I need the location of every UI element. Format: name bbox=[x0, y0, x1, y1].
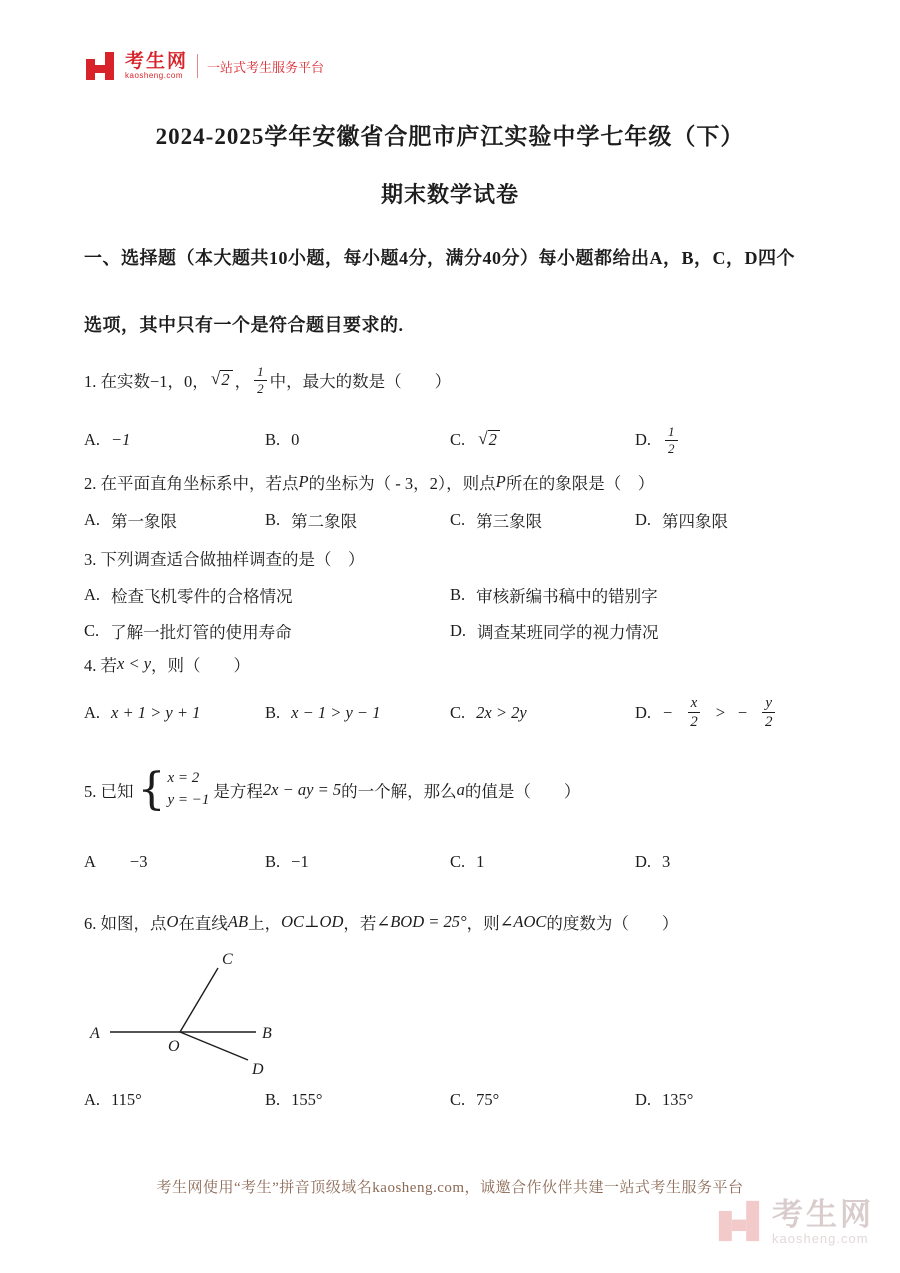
option-label: B. bbox=[265, 510, 281, 529]
option-label: B. bbox=[265, 702, 281, 722]
option-value: x − 1 > y − 1 bbox=[291, 702, 381, 722]
q2-text-3: 所在的象限是（ ） bbox=[505, 474, 655, 493]
option-a bbox=[84, 1090, 265, 1110]
option-c bbox=[450, 694, 635, 731]
option-label: A. bbox=[84, 430, 101, 450]
option-label: A. bbox=[84, 585, 101, 604]
question-6-stem bbox=[84, 910, 860, 934]
section-heading-line2: 选项，其中只有一个是符合题目要求的. bbox=[84, 315, 404, 335]
option-b bbox=[265, 694, 450, 731]
q6-angle-bod: ∠BOD = 25° bbox=[376, 912, 467, 931]
option-value: 75° bbox=[476, 1090, 500, 1109]
question-1-stem bbox=[84, 362, 860, 398]
paper-title-line1: 2024-2025学年安徽省合肥市庐江实验中学七年级（下） bbox=[155, 124, 745, 149]
negative-sign: − bbox=[736, 702, 748, 722]
var-a: a bbox=[456, 780, 465, 799]
watermark-text bbox=[772, 1198, 874, 1246]
option-value: 第二象限 bbox=[291, 512, 358, 531]
option-b bbox=[265, 508, 450, 532]
fraction bbox=[762, 694, 776, 731]
sqrt-expression bbox=[478, 430, 500, 450]
option-value: 2x > 2y bbox=[476, 702, 527, 722]
q4-text-1: 4. 若 bbox=[84, 656, 117, 675]
option-label: C. bbox=[450, 1090, 466, 1109]
q2-text-2: 的坐标为（ - 3，2），则点 bbox=[308, 474, 496, 493]
q1-text-2: ， bbox=[234, 372, 252, 391]
radicand: 2 bbox=[220, 370, 232, 390]
geometry-figure bbox=[84, 948, 284, 1083]
option-label: A. bbox=[84, 510, 101, 529]
option-d bbox=[450, 619, 860, 643]
q6-text-5: ，则 bbox=[466, 914, 500, 933]
option-label: B. bbox=[265, 852, 281, 871]
var-ab: AB bbox=[227, 912, 249, 931]
option-a bbox=[84, 694, 265, 731]
fraction bbox=[665, 424, 678, 456]
q4-text-2: ，则（ ） bbox=[151, 656, 251, 675]
option-b bbox=[265, 424, 450, 456]
figure-label-c: C bbox=[222, 951, 233, 968]
q5-text-1: 5. 已知 bbox=[84, 782, 134, 801]
figure-label-b: B bbox=[262, 1025, 272, 1042]
system-equation-1: x = 2 bbox=[167, 770, 200, 787]
option-value: 1 bbox=[476, 852, 485, 871]
fraction bbox=[687, 694, 701, 731]
question-5-options bbox=[84, 852, 860, 872]
option-label: D. bbox=[635, 430, 652, 450]
question-1-options bbox=[84, 424, 860, 456]
q6-text-1: 6. 如图，点 bbox=[84, 914, 167, 933]
fraction-denominator: 2 bbox=[764, 714, 773, 730]
question-6-options bbox=[84, 1090, 860, 1110]
option-value: 第四象限 bbox=[662, 512, 729, 531]
option-label: D. bbox=[635, 510, 652, 529]
option-a bbox=[84, 583, 450, 607]
option-b bbox=[265, 1090, 450, 1110]
fraction-denominator: 2 bbox=[690, 714, 698, 730]
option-b bbox=[450, 583, 860, 607]
logo-name: 考生网 bbox=[125, 50, 189, 72]
question-2-stem bbox=[84, 470, 860, 494]
option-label: D. bbox=[635, 702, 652, 722]
question-3-options-row2 bbox=[84, 619, 860, 643]
option-value: 调查某班同学的视力情况 bbox=[477, 623, 659, 642]
option-a bbox=[84, 424, 265, 456]
option-label: A bbox=[84, 852, 96, 871]
equation-system bbox=[137, 764, 210, 816]
ray-oc bbox=[180, 968, 218, 1032]
option-c bbox=[450, 1090, 635, 1110]
option-label: B. bbox=[265, 430, 281, 450]
option-label: D. bbox=[635, 1090, 652, 1109]
kaosheng-watermark-icon bbox=[716, 1198, 762, 1244]
watermark-domain: kaosheng.com bbox=[772, 1231, 869, 1247]
sqrt-expression bbox=[211, 370, 233, 390]
q1-text-3: 中，最大的数是（ ） bbox=[269, 372, 452, 391]
option-value: 审核新编书稿中的错别字 bbox=[476, 587, 658, 606]
option-d bbox=[635, 424, 860, 456]
fraction-numerator: 1 bbox=[254, 364, 267, 381]
kaosheng-logo-icon bbox=[84, 50, 116, 82]
fraction-denominator: 2 bbox=[668, 440, 675, 456]
footer-text: 考生网使用“考生”拼音顶级域名kaosheng.com，诚邀合作伙伴共建一站式考生服务平台 bbox=[156, 1180, 744, 1196]
q5-text-3: 的一个解，那么 bbox=[341, 782, 457, 801]
q2-text-1: 2. 在平面直角坐标系中，若点 bbox=[84, 474, 299, 493]
var-p: P bbox=[298, 472, 309, 491]
question-3-options-row1 bbox=[84, 583, 860, 607]
fraction-denominator: 2 bbox=[257, 380, 264, 396]
q6-perpendicular: OC⊥OD bbox=[281, 912, 344, 931]
option-c bbox=[450, 424, 635, 456]
fraction-numerator: x bbox=[688, 694, 701, 713]
option-value: 检查飞机零件的合格情况 bbox=[111, 587, 293, 606]
q4-inequality: x < y bbox=[117, 654, 152, 673]
q6-text-3: 上， bbox=[248, 914, 282, 933]
var-p: P bbox=[495, 472, 506, 491]
question-4-options bbox=[84, 694, 860, 731]
kaosheng-logo bbox=[84, 50, 324, 82]
q6-text-2: 在直线 bbox=[178, 914, 228, 933]
option-value: 115° bbox=[111, 1090, 142, 1109]
fraction bbox=[254, 364, 267, 396]
option-d bbox=[635, 694, 860, 731]
option-label: C. bbox=[84, 621, 100, 640]
option-label: C. bbox=[450, 702, 466, 722]
system-equation-2: y = −1 bbox=[167, 792, 210, 808]
option-d bbox=[635, 508, 860, 532]
option-d bbox=[635, 1090, 860, 1110]
logo-divider bbox=[197, 54, 198, 78]
logo-tagline: 一站式考生服务平台 bbox=[207, 59, 325, 75]
q6-text-4: ，若 bbox=[343, 914, 377, 933]
option-c bbox=[84, 619, 450, 643]
question-2-options bbox=[84, 508, 860, 532]
option-value: 第三象限 bbox=[476, 512, 543, 531]
fraction-numerator: y bbox=[762, 694, 775, 713]
question-5-stem bbox=[84, 762, 860, 818]
logo-text bbox=[125, 52, 188, 80]
option-a bbox=[84, 508, 265, 532]
figure-label-a: A bbox=[90, 1025, 100, 1042]
option-label: C. bbox=[450, 852, 466, 871]
radical-sign: √ bbox=[478, 429, 488, 449]
option-label: D. bbox=[635, 852, 652, 871]
figure-label-o: O bbox=[168, 1038, 180, 1055]
logo-domain: kaosheng.com bbox=[125, 70, 184, 80]
q5-text-2: 是方程 bbox=[213, 782, 263, 801]
option-value: 第一象限 bbox=[111, 512, 178, 531]
system-equations bbox=[168, 768, 210, 812]
option-value: 0 bbox=[291, 430, 300, 450]
greater-than-sign: > bbox=[714, 702, 726, 722]
fraction-numerator: 1 bbox=[665, 424, 678, 441]
kaosheng-watermark bbox=[716, 1198, 874, 1246]
option-c bbox=[450, 508, 635, 532]
ray-od bbox=[180, 1032, 248, 1060]
q6-text-6: 的度数为（ ） bbox=[546, 914, 679, 933]
option-label: D. bbox=[450, 621, 467, 640]
q6-angle-aoc: ∠AOC bbox=[499, 912, 547, 931]
option-label: A. bbox=[84, 1090, 101, 1109]
option-c bbox=[450, 852, 635, 872]
brace-symbol: { bbox=[137, 764, 166, 816]
option-value: x + 1 > y + 1 bbox=[111, 702, 201, 722]
option-value: −1 bbox=[111, 430, 131, 450]
option-label: A. bbox=[84, 702, 101, 722]
option-value: 155° bbox=[291, 1090, 323, 1109]
negative-sign: − bbox=[662, 702, 674, 722]
question-3-stem: 3. 下列调查适合做抽样调查的是（ ） bbox=[84, 550, 365, 569]
option-label: C. bbox=[450, 430, 466, 450]
var-o: O bbox=[166, 912, 179, 931]
question-4-stem bbox=[84, 652, 860, 676]
watermark-name: 考生网 bbox=[772, 1197, 874, 1232]
option-label: C. bbox=[450, 510, 466, 529]
option-value: 了解一批灯管的使用寿命 bbox=[110, 623, 292, 642]
option-b bbox=[265, 852, 450, 872]
option-value: −1 bbox=[291, 852, 309, 871]
option-value: 135° bbox=[662, 1090, 694, 1109]
q5-text-4: 的值是（ ） bbox=[464, 782, 581, 801]
q1-text-1: 1. 在实数−1，0， bbox=[84, 372, 209, 391]
option-d bbox=[635, 852, 860, 872]
option-label: B. bbox=[265, 1090, 281, 1109]
figure-label-d: D bbox=[252, 1061, 264, 1078]
radicand: 2 bbox=[488, 430, 500, 450]
q5-equation: 2x − ay = 5 bbox=[262, 780, 342, 799]
option-a bbox=[84, 852, 265, 872]
option-label: B. bbox=[450, 585, 466, 604]
option-value: −3 bbox=[129, 852, 148, 871]
option-value: 3 bbox=[662, 852, 671, 871]
section-heading-line1: 一、选择题（本大题共10小题，每小题4分，满分40分）每小题都给出A，B，C，D四个 bbox=[84, 248, 795, 268]
radical-sign: √ bbox=[210, 369, 221, 389]
paper-title-line2: 期末数学试卷 bbox=[380, 182, 519, 207]
